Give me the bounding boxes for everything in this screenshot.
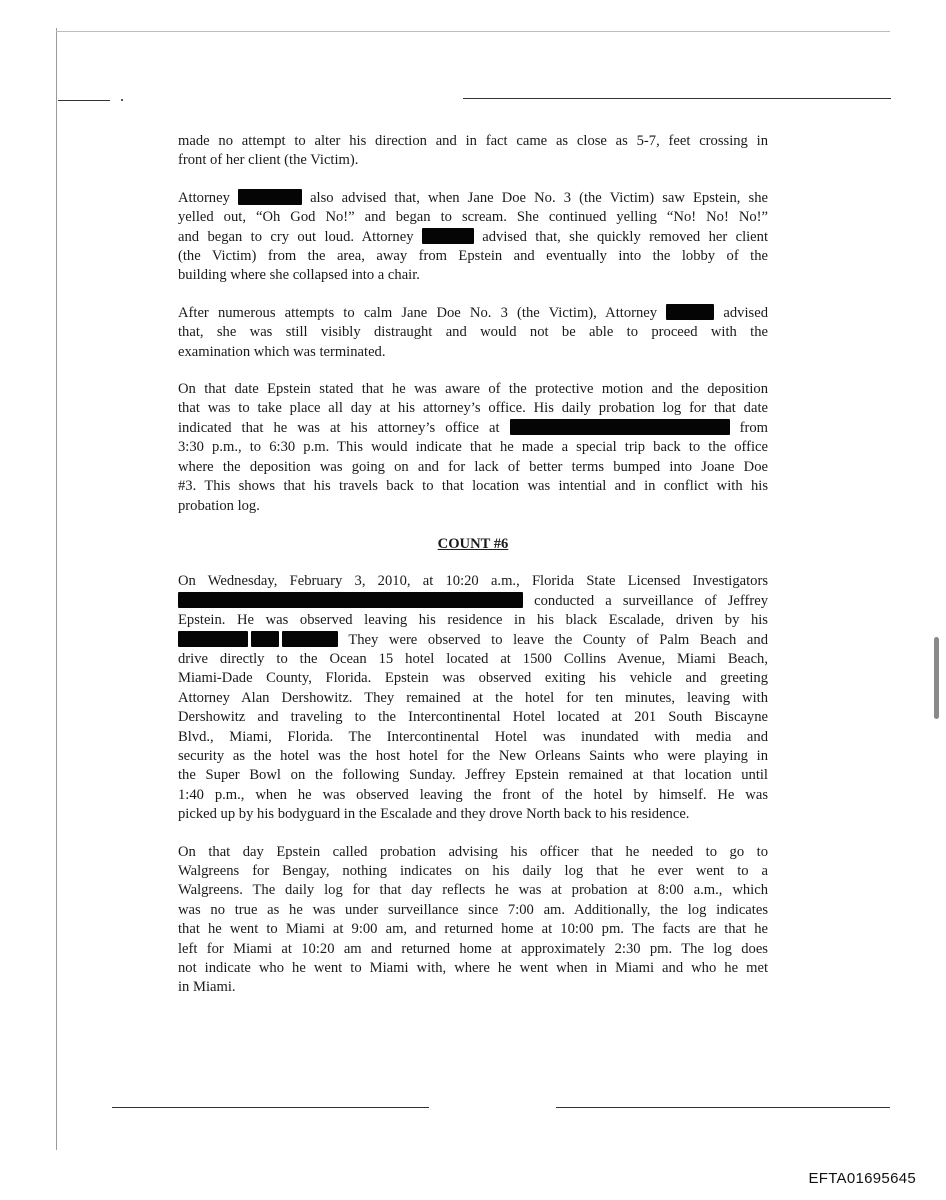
- page-top-edge: [56, 31, 890, 32]
- text-line: drive directly to the Ocean 15 hotel located at 1500 Collins Avenue, Miami Beach,: [178, 650, 768, 667]
- text-line: They were observed to leave the County of Palm Beach and: [178, 631, 768, 650]
- text-line: that he went to Miami at 9:00 am, and returned home at 10:00 pm. The facts are that he: [178, 921, 768, 938]
- document-body: [178, 132, 768, 998]
- text-line: Attorney Alan Dershowitz. They remained at the hotel for ten minutes, leaving with: [178, 689, 768, 706]
- text-line: Dershowitz and traveling to the Intercontinental Hotel located at 201 South Biscayne: [178, 709, 768, 726]
- document-id: EFTA01695645: [808, 1170, 916, 1187]
- text-line: Attorney also advised that, when Jane Doe No. 3 (the Victim) saw Epstein, she: [178, 189, 768, 206]
- text-line: After numerous attempts to calm Jane Doe No. 3 (the Victim), Attorney advised: [178, 304, 768, 321]
- text-line: yelled out, “Oh God No!” and began to scream. She continued yelling “No! No! No!”: [178, 209, 768, 226]
- text-line: indicated that he was at his attorney’s office at from: [178, 419, 769, 436]
- footer-rule-left: [112, 1107, 429, 1108]
- text-line: Walgreens for Bengay, nothing indicates on his daily log that he ever went to a: [178, 863, 768, 879]
- text-line: Miami-Dade County, Florida. Epstein was observed exiting his vehicle and greeting: [178, 670, 768, 687]
- text-line: On that date Epstein stated that he was aware of the protective motion and the deposition: [178, 381, 768, 398]
- header-rule-dot: [121, 99, 123, 101]
- text-line: was no true as he was under surveillance since 7:00 am. Additionally, the log indicates: [178, 901, 768, 918]
- text-line: that was to take place all day at his attorney’s office. His daily probation log for that date: [178, 400, 768, 417]
- text-line: not indicate who he went to Miami with, where he went when in Miami and who he met: [178, 960, 768, 977]
- header-rule-right: [463, 98, 891, 99]
- header-rule-left: [58, 100, 110, 101]
- text-line: 3:30 p.m., to 6:30 p.m. This would indicate that he made a special trip back to the office: [178, 439, 768, 456]
- redaction-block: [666, 304, 714, 320]
- text-line: (the Victim) from the area, away from Epstein and eventually into the lobby of the: [178, 248, 768, 265]
- text-line: made no attempt to alter his direction and in fact came as close as 5-7, feet crossing in: [178, 133, 768, 149]
- redaction-block: [238, 189, 302, 205]
- text-line: 1:40 p.m., when he was observed leaving the front of the hotel by himself. He was: [178, 786, 768, 803]
- scrollbar-thumb[interactable]: [934, 637, 939, 719]
- text-line: Walgreens. The daily log for that day reflects he was at probation at 8:00 a.m., which: [178, 882, 768, 899]
- redaction-block: [178, 631, 248, 647]
- text-line: building where she collapsed into a chair.: [178, 267, 420, 284]
- section-heading: COUNT #6: [437, 535, 509, 552]
- text-line: the Super Bowl on the following Sunday. Jeffrey Epstein remained at that location until: [178, 767, 768, 784]
- redaction-block: [510, 419, 730, 435]
- text-line: security as the hotel was the host hotel for the New Orleans Saints who were playing in: [178, 747, 768, 764]
- text-line: in Miami.: [178, 979, 236, 996]
- text-line: Blvd., Miami, Florida. The Intercontinental Hotel was inundated with media and: [178, 728, 768, 745]
- text-line: and began to cry out loud. Attorney advised that, she quickly removed her client: [178, 228, 769, 245]
- text-line: On Wednesday, February 3, 2010, at 10:20 a.m., Florida State Licensed Investigators: [178, 573, 768, 590]
- redaction-block: [282, 631, 338, 647]
- text-line: On that day Epstein called probation advising his officer that he needed to go to: [178, 843, 768, 860]
- text-line: picked up by his bodyguard in the Escalade and they drove North back to his residence.: [178, 806, 690, 823]
- text-line: Epstein. He was observed leaving his residence in his black Escalade, driven by his: [178, 612, 768, 629]
- redaction-block: [422, 228, 474, 244]
- text-line: examination which was terminated.: [178, 343, 386, 360]
- redaction-block: [178, 592, 523, 608]
- redaction-block: [251, 631, 279, 647]
- text-line: left for Miami at 10:20 am and returned home at approximately 2:30 pm. The log does: [178, 940, 768, 957]
- text-line: where the deposition was going on and for lack of better terms bumped into Joane Doe: [178, 458, 768, 475]
- text-line: probation log.: [178, 497, 260, 514]
- text-line: that, she was still visibly distraught and would not be able to proceed with the: [178, 324, 768, 341]
- footer-rule-right: [556, 1107, 890, 1108]
- text-line: #3. This shows that his travels back to that location was intential and in conflict with his: [178, 478, 768, 495]
- text-line: front of her client (the Victim).: [178, 152, 359, 169]
- text-line: conducted a surveillance of Jeffrey: [178, 592, 768, 611]
